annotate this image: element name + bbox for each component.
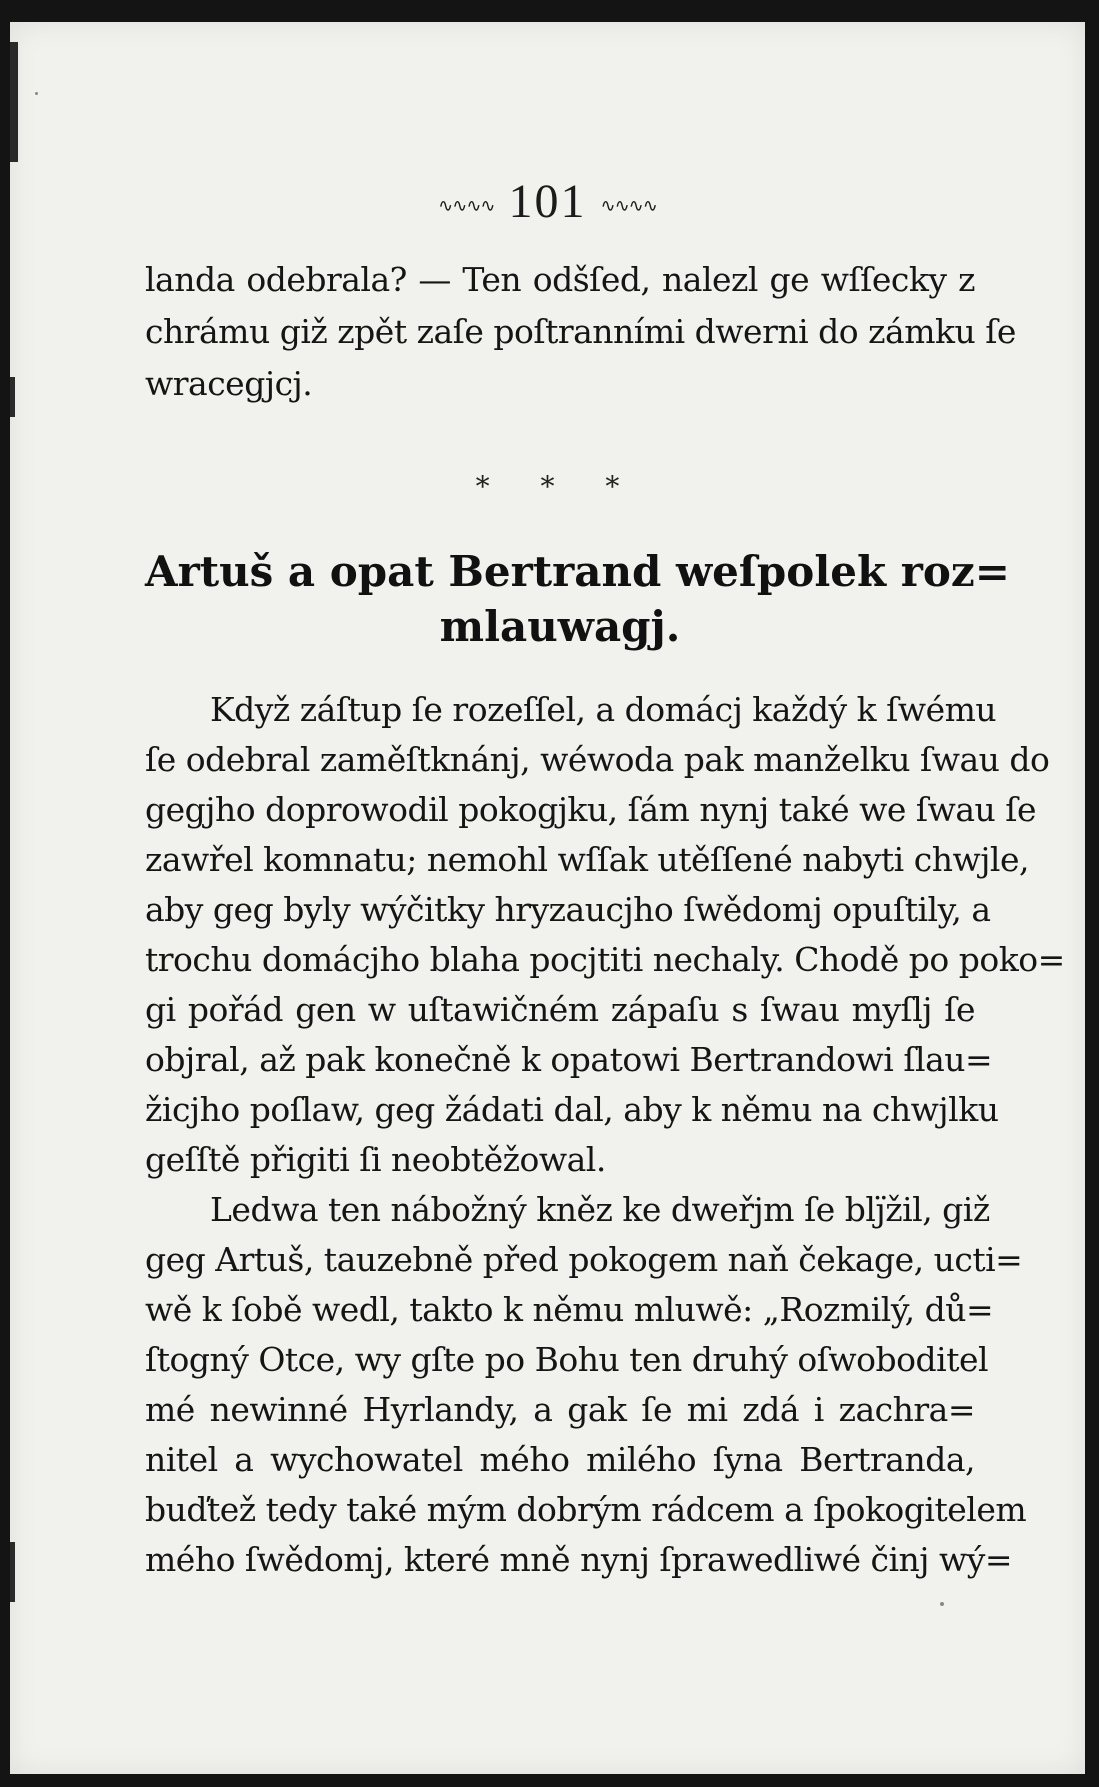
section-separator: * * * xyxy=(475,470,620,503)
text-line: Když záſtup ſe rozeſſel, a domácj každý k ſwému xyxy=(210,690,997,729)
text-line: nitel a wychowatel mého milého ſyna Bertranda, xyxy=(145,1440,975,1479)
scan-edge-mark xyxy=(10,42,18,162)
book-page xyxy=(10,22,1085,1774)
text-line: mé newinné Hyrlandy, a gak ſe mi zdá i zachra= xyxy=(145,1390,975,1429)
text-line: wracegjcj. xyxy=(145,364,313,403)
scan-speck xyxy=(35,92,38,95)
text-line: landa odebrala? — Ten odšſed, nalezl ge wſſecky z xyxy=(145,260,975,299)
text-line: trochu domácjho blaha pocjtiti nechaly. Chodě po poko= xyxy=(145,940,1065,979)
page-number: 101 xyxy=(508,175,587,228)
scan-edge-mark xyxy=(10,377,15,417)
text-line: Ledwa ten nábožný kněz ke dweřjm ſe blj̈žil, giž xyxy=(210,1190,990,1229)
text-line: chrámu giž zpět zaſe poſtranními dwerni do zámku ſe xyxy=(145,312,1016,351)
page-header: ∿∿∿∿ 101 ∿∿∿∿ xyxy=(438,175,657,228)
text-line: geſſtě přigiti ſi neobtěžowal. xyxy=(145,1140,606,1179)
chapter-title-line: mlauwagj. xyxy=(439,602,681,651)
text-line: ſe odebral zaměſtknánj, wéwoda pak manželku ſwau do xyxy=(145,740,1050,779)
text-line: objral, až pak konečně k opatowi Bertrandowi ſlau= xyxy=(145,1040,993,1079)
text-line: ſtogný Otce, wy gſte po Bohu ten druhý oſwoboditel xyxy=(145,1340,989,1379)
text-line: zawřel komnatu; nemohl wſſak utěſſené nabyti chwjle, xyxy=(145,840,1029,879)
scan-edge-mark xyxy=(10,1542,15,1602)
text-line: gi pořád gen w uſtawičném zápaſu s ſwau myſlj ſe xyxy=(145,990,975,1029)
text-line: buďtež tedy také mým dobrým rádcem a ſpokogitelem xyxy=(145,1490,1027,1529)
text-line: wě k ſobě wedl, takto k němu mluwě: „Rozmilý, dů= xyxy=(145,1290,994,1329)
chapter-title-line: Artuš a opat Bertrand weſpolek roz= xyxy=(145,547,1010,596)
text-line: gegjho doprowodil pokogjku, ſám nynj také we ſwau ſe xyxy=(145,790,1037,829)
text-line: geg Artuš, tauzebně před pokogem naň čekage, ucti= xyxy=(145,1240,1023,1279)
text-line: aby geg byly wýčitky hryzaucjho ſwědomj opuſtily, a xyxy=(145,890,991,929)
text-line: žicjho poſlaw, geg žádati dal, aby k němu na chwjlku xyxy=(145,1090,999,1129)
text-line: mého ſwědomj, které mně nynj ſprawedliwé činj wý= xyxy=(145,1540,1013,1579)
scan-speck xyxy=(940,1602,944,1606)
